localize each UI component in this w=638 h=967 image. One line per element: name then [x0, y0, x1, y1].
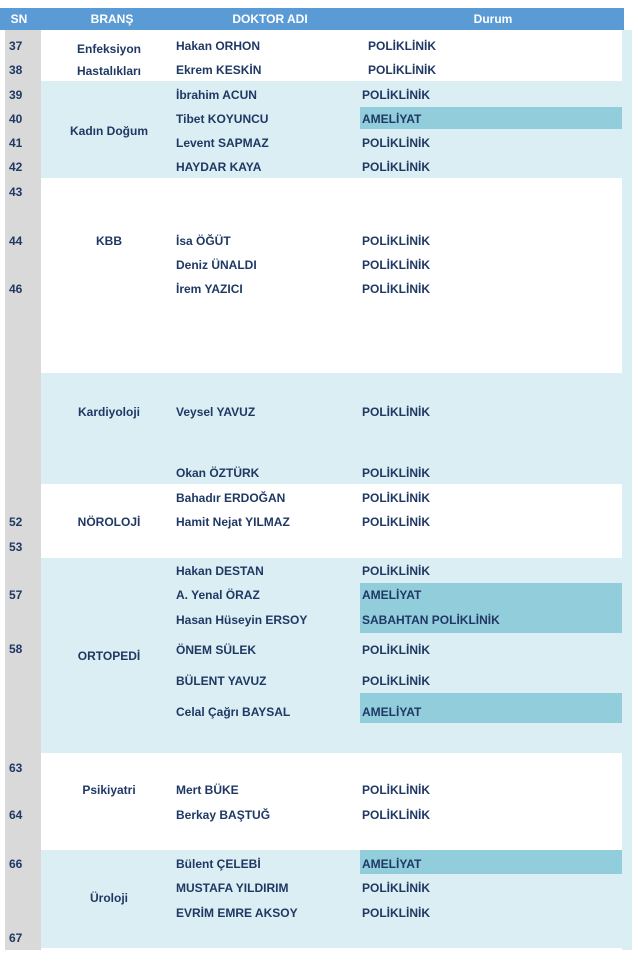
header-sn: SN — [10, 12, 28, 26]
branch-label: KBB — [96, 234, 122, 248]
doctor-name: Levent SAPMAZ — [176, 136, 269, 150]
doctor-status: POLİKLİNİK — [362, 808, 430, 822]
sn-number: 52 — [9, 515, 23, 529]
branch-label: Kardiyoloji — [77, 405, 140, 419]
doctor-name: Ekrem KESKİN — [176, 63, 262, 77]
doctor-status: SABAHTAN POLİKLİNİK — [362, 613, 500, 627]
branch-label: Üroloji — [90, 891, 128, 905]
header-durum: Durum — [473, 12, 513, 26]
branch-label: NÖROLOJİ — [77, 515, 141, 529]
sn-number: 39 — [9, 88, 23, 102]
doctor-status: POLİKLİNİK — [362, 466, 430, 480]
doctor-status: AMELİYAT — [362, 112, 422, 126]
doctor-name: Okan ÖZTÜRK — [176, 466, 260, 480]
doctor-name: İrem YAZICI — [176, 282, 243, 296]
doctor-status: POLİKLİNİK — [362, 282, 430, 296]
doctor-name: MUSTAFA YILDIRIM — [176, 881, 289, 895]
doctor-name: Hakan ORHON — [176, 39, 261, 53]
branch-label: Psikiyatri — [82, 783, 136, 797]
doctor-status: POLİKLİNİK — [368, 63, 436, 77]
doctor-name: Hamit Nejat YILMAZ — [176, 515, 290, 529]
doctor-status: POLİKLİNİK — [362, 783, 430, 797]
right-edge-strip — [622, 30, 632, 950]
doctor-name: Berkay BAŞTUĞ — [176, 808, 271, 822]
doctor-name: HAYDAR KAYA — [176, 160, 262, 174]
header-doktor: DOKTOR ADI — [232, 12, 308, 26]
doctor-name: Bahadır ERDOĞAN — [176, 491, 286, 505]
sn-number: 66 — [9, 857, 23, 871]
sn-number: 43 — [9, 185, 23, 199]
doctor-name: Mert BÜKE — [176, 783, 239, 797]
doctor-status: AMELİYAT — [362, 588, 422, 602]
doctor-name: İsa ÖĞÜT — [176, 234, 231, 248]
sn-number: 41 — [9, 136, 23, 150]
doctor-status: POLİKLİNİK — [362, 906, 430, 920]
sn-number: 63 — [9, 761, 23, 775]
doctor-status: POLİKLİNİK — [368, 39, 436, 53]
doctor-name: Bülent ÇELEBİ — [176, 857, 261, 871]
sn-number: 53 — [9, 540, 23, 554]
doctor-name: A. Yenal ÖRAZ — [176, 588, 260, 602]
doctor-status: POLİKLİNİK — [362, 564, 430, 578]
branch-name: Enfeksiyon Hastalıkları — [76, 42, 142, 78]
sn-number: 46 — [9, 282, 23, 296]
doctor-name: Hakan DESTAN — [176, 564, 264, 578]
doctor-status: POLİKLİNİK — [362, 515, 430, 529]
doctor-status: POLİKLİNİK — [362, 405, 430, 419]
doctor-status: POLİKLİNİK — [362, 88, 430, 102]
branch-label — [45, 38, 173, 82]
doctor-status: POLİKLİNİK — [362, 491, 430, 505]
doctor-name: Veysel YAVUZ — [176, 405, 256, 419]
sn-number: 42 — [9, 160, 23, 174]
doctor-status: POLİKLİNİK — [362, 643, 430, 657]
doctor-name: Hasan Hüseyin ERSOY — [176, 613, 308, 627]
sn-number: 40 — [9, 112, 23, 126]
sn-number: 57 — [9, 588, 23, 602]
doctor-name: Deniz ÜNALDI — [176, 258, 257, 272]
doctor-status: POLİKLİNİK — [362, 881, 430, 895]
doctor-name: EVRİM EMRE AKSOY — [176, 906, 298, 920]
branch-label: ORTOPEDİ — [77, 649, 141, 663]
doctor-status: AMELİYAT — [362, 857, 422, 871]
doctor-name: İbrahim ACUN — [176, 88, 257, 102]
doctor-status: POLİKLİNİK — [362, 258, 430, 272]
doctor-name: Tibet KOYUNCU — [176, 112, 269, 126]
sn-number: 67 — [9, 931, 23, 945]
sn-number: 64 — [9, 808, 23, 822]
header-brans: BRANŞ — [90, 12, 134, 26]
sn-number: 38 — [9, 63, 23, 77]
doctor-name: BÜLENT YAVUZ — [176, 674, 267, 688]
group-band-7 — [41, 753, 622, 850]
branch-label: Kadın Doğum — [70, 124, 148, 138]
doctor-name: Celal Çağrı BAYSAL — [176, 705, 291, 719]
group-band-4 — [41, 373, 622, 484]
doctor-status: AMELİYAT — [362, 705, 422, 719]
doctor-status: POLİKLİNİK — [362, 234, 430, 248]
sn-number: 37 — [9, 39, 23, 53]
doctor-status: POLİKLİNİK — [362, 674, 430, 688]
doctor-status: POLİKLİNİK — [362, 160, 430, 174]
doctor-name: ÖNEM SÜLEK — [176, 643, 257, 657]
sn-number: 44 — [9, 234, 23, 248]
group-band-3 — [41, 178, 622, 373]
sn-number: 58 — [9, 642, 23, 656]
doctor-status: POLİKLİNİK — [362, 136, 430, 150]
